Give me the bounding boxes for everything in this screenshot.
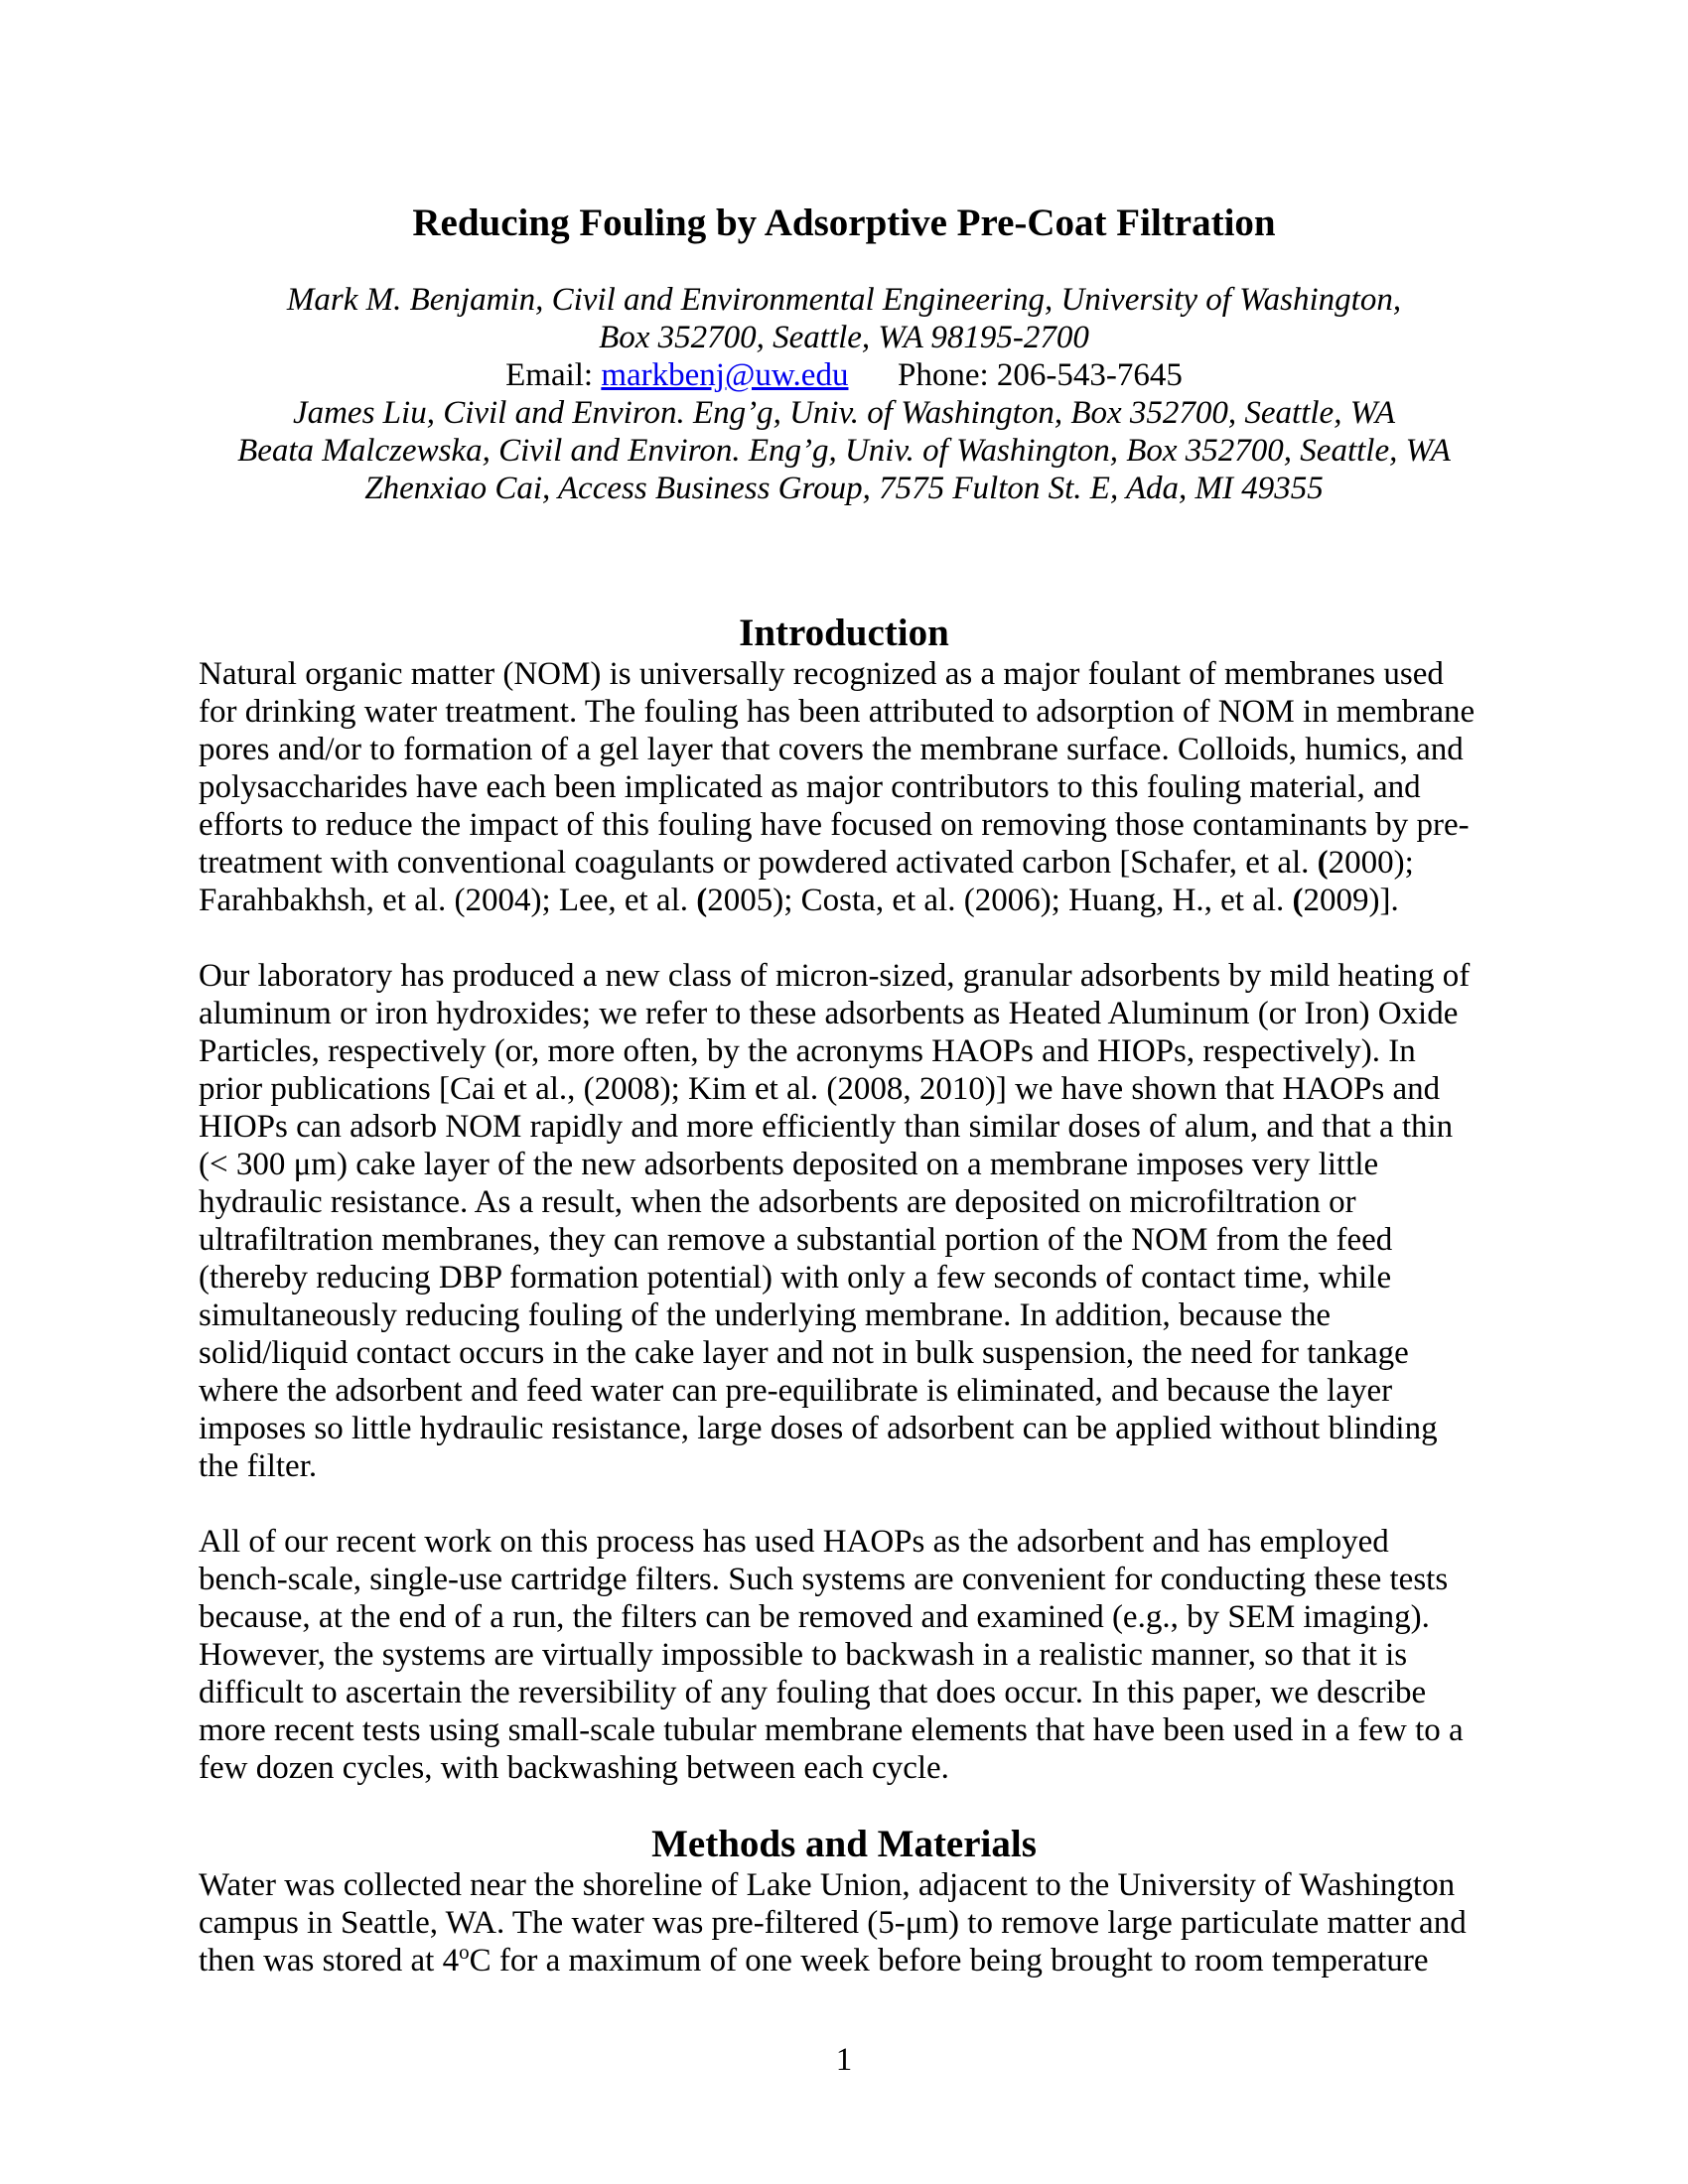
text-run: simultaneously reducing fouling of the underlying membrane. In addition, because the [199, 1297, 1332, 1333]
text-run: Our laboratory has produced a new class of micron-sized, granular adsorbents by mild heating of [199, 958, 1471, 994]
text-run: Water was collected near the shoreline of Lake Union, adjacent to the University of Washington [199, 1867, 1456, 1903]
text-line [199, 1447, 1489, 1485]
text-run: ultrafiltration membranes, they can remove a substantial portion of the NOM from the feed [199, 1222, 1393, 1258]
text-run: polysaccharides have each been implicated as major contributors to this fouling material, and [199, 769, 1421, 805]
page-number: 1 [835, 2042, 853, 2078]
text-run: However, the systems are virtually impossible to backwash in a realistic manner, so that it is [199, 1637, 1408, 1673]
page-content [199, 0, 1489, 1979]
email-link[interactable]: markbenj@uw.edu [601, 357, 849, 393]
text-line [199, 1183, 1489, 1221]
text-line [199, 470, 1489, 507]
text-run: prior publications [Cai et al., (2008); Kim et al. (2008, 2010)] we have shown that HAOPs and [199, 1071, 1441, 1107]
text-run: Box 352700, Seattle, WA 98195-2700 [599, 320, 1089, 355]
text-run: Farahbakhsh, et al. (2004); Lee, et al. [199, 883, 697, 918]
text-run: Zhenxiao Cai, Access Business Group, 7575 Fulton St. E, Ada, MI 49355 [364, 471, 1324, 506]
text-run: James Liu, Civil and Environ. Eng’g, Univ. of Washington, Box 352700, Seattle, WA [292, 395, 1396, 431]
text-run: aluminum or iron hydroxides; we refer to these adsorbents as Heated Aluminum (or Iron) Oxide [199, 996, 1459, 1031]
text-run: (< 300 μm) cake layer of the new adsorbents deposited on a membrane imposes very little [199, 1147, 1379, 1182]
text-run: few dozen cycles, with backwashing between each cycle. [199, 1750, 949, 1786]
text-run: ( [696, 883, 708, 918]
text-run: hydraulic resistance. As a result, when the adsorbents are deposited on microfiltration or [199, 1184, 1356, 1220]
text-line [199, 1904, 1489, 1942]
text-run: All of our recent work on this process has used HAOPs as the adsorbent and has employed [199, 1524, 1389, 1560]
paper-title: Reducing Fouling by Adsorptive Pre-Coat Filtration [412, 202, 1276, 244]
text-run: solid/liquid contact occurs in the cake layer and not in bulk suspension, the need for tankage [199, 1335, 1409, 1371]
text-line [199, 1598, 1489, 1636]
text-run: pores and/or to formation of a gel layer that covers the membrane surface. Colloids, humics, and [199, 732, 1464, 767]
text-line [199, 1410, 1489, 1447]
text-run: 2005); Costa, et al. (2006); Huang, H., et al. [707, 883, 1293, 918]
text-line [199, 768, 1489, 806]
text-line [199, 1674, 1489, 1711]
text-line [199, 1259, 1489, 1297]
text-run: HIOPs can adsorb NOM rapidly and more efficiently than similar doses of alum, and that a thin [199, 1109, 1454, 1145]
text-line [199, 1070, 1489, 1108]
text-run: Email: [505, 357, 602, 393]
text-run: efforts to reduce the impact of this fouling have focused on removing those contaminants by pre- [199, 807, 1470, 843]
text-run: 2009)]. [1303, 883, 1399, 918]
text-line [199, 957, 1489, 995]
section-heading-methods: Methods and Materials [651, 1823, 1037, 1865]
text-line [199, 995, 1489, 1032]
text-run: Mark M. Benjamin, Civil and Environmental Engineering, University of Washington, [286, 282, 1402, 318]
text-line [199, 281, 1489, 319]
text-line [199, 432, 1489, 470]
author-block [199, 281, 1489, 507]
text-line [199, 1108, 1489, 1146]
text-line [199, 1032, 1489, 1070]
introduction-paragraph-2 [199, 957, 1489, 1485]
text-run: (thereby reducing DBP formation potential) with only a few seconds of contact time, while [199, 1260, 1392, 1296]
introduction-paragraph-3 [199, 1523, 1489, 1787]
introduction-paragraph-1 [199, 655, 1489, 919]
text-line [199, 1372, 1489, 1410]
text-run: ( [1292, 883, 1304, 918]
text-run: where the adsorbent and feed water can pre-equilibrate is eliminated, and because the layer [199, 1373, 1393, 1409]
text-run: treatment with conventional coagulants or powdered activated carbon [Schafer, et al. [199, 845, 1318, 881]
text-run: C for a maximum of one week before being brought to room temperature [469, 1943, 1429, 1979]
text-line [199, 394, 1489, 432]
text-run: bench-scale, single-use cartridge filters. Such systems are convenient for conducting these tests [199, 1562, 1449, 1597]
text-line [199, 319, 1489, 356]
text-line [199, 655, 1489, 693]
text-line [199, 1146, 1489, 1183]
text-line [199, 1749, 1489, 1787]
text-run: 2000); [1328, 845, 1414, 881]
text-line [199, 882, 1489, 919]
text-line [199, 1866, 1489, 1904]
text-run: ( [1317, 845, 1329, 881]
text-line [199, 1334, 1489, 1372]
text-run: for drinking water treatment. The fouling has been attributed to adsorption of NOM in membrane [199, 694, 1476, 730]
text-run: imposes so little hydraulic resistance, large doses of adsorbent can be applied without blinding [199, 1411, 1438, 1446]
text-line [199, 1297, 1489, 1334]
methods-paragraph-1 [199, 1866, 1489, 1979]
text-run: difficult to ascertain the reversibility of any fouling that does occur. In this paper, we describe [199, 1675, 1427, 1710]
text-line [199, 356, 1489, 394]
section-heading-introduction: Introduction [739, 612, 949, 654]
text-run: the filter. [199, 1448, 318, 1484]
text-line [199, 1711, 1489, 1749]
text-line [199, 1561, 1489, 1598]
text-line [199, 1942, 1489, 1979]
text-run: Particles, respectively (or, more often, by the acronyms HAOPs and HIOPs, respectively). In [199, 1033, 1416, 1069]
text-run: more recent tests using small-scale tubular membrane elements that have been used in a few to a [199, 1712, 1464, 1748]
text-run: because, at the end of a run, the filters can be removed and examined (e.g., by SEM imaging). [199, 1599, 1430, 1635]
text-line [199, 693, 1489, 731]
text-line [199, 1636, 1489, 1674]
text-run: Beata Malczewska, Civil and Environ. Eng’g, Univ. of Washington, Box 352700, Seattle, WA [237, 433, 1451, 469]
text-line [199, 844, 1489, 882]
text-line [199, 806, 1489, 844]
text-run: Natural organic matter (NOM) is universally recognized as a major foulant of membranes used [199, 656, 1444, 692]
text-line [199, 731, 1489, 768]
text-line [199, 1221, 1489, 1259]
text-line [199, 1523, 1489, 1561]
superscript-text: o [459, 1940, 470, 1964]
text-run: Phone: 206-543-7645 [848, 357, 1183, 393]
text-run: campus in Seattle, WA. The water was pre-filtered (5-μm) to remove large particulate matter and [199, 1905, 1467, 1941]
text-run: then was stored at 4 [199, 1943, 460, 1979]
